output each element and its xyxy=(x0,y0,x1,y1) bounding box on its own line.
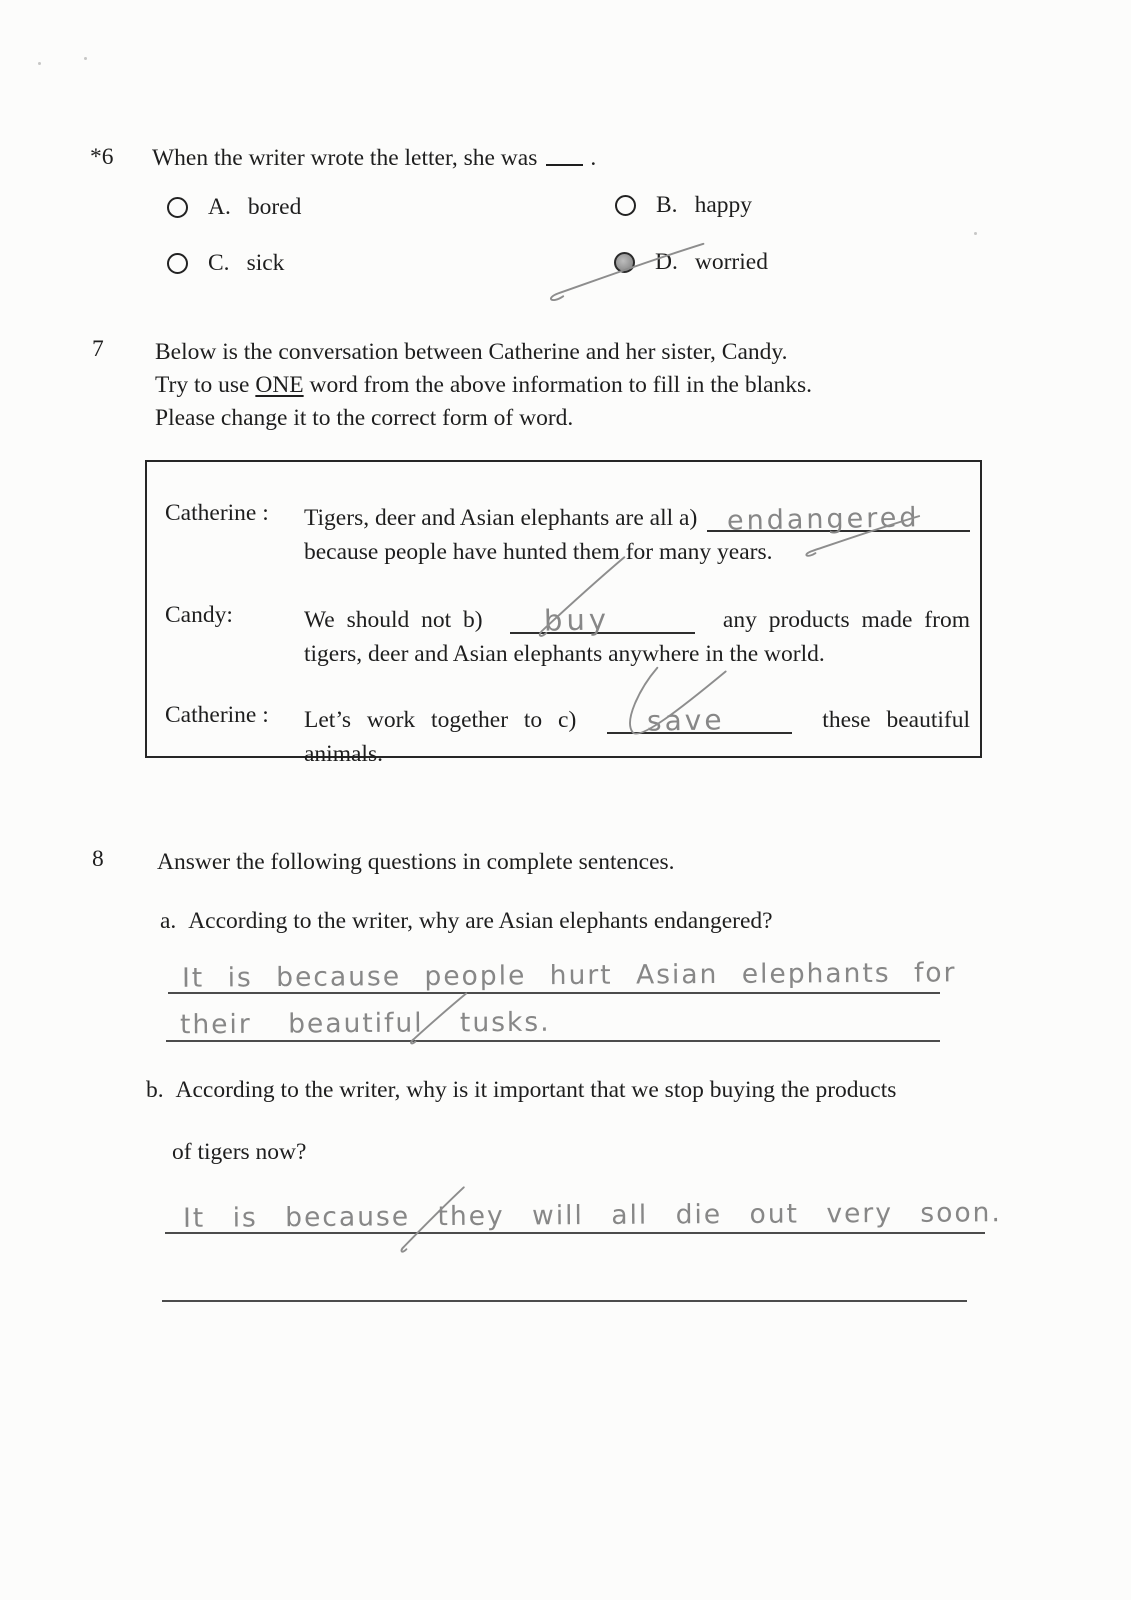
q7-line2-pre: Try to use xyxy=(155,372,256,398)
option-a[interactable] xyxy=(167,194,301,220)
speaker-name: Catherine : xyxy=(165,500,269,526)
handwritten-word-c: save xyxy=(646,703,725,738)
speaker-name: Candy: xyxy=(165,602,233,628)
q8a-question xyxy=(160,905,773,938)
fill-blank-b[interactable] xyxy=(510,602,695,638)
q7-line2-one-underlined: ONE xyxy=(255,372,304,398)
handwritten-word-a: endangered xyxy=(727,502,921,537)
speaker-name: Catherine : xyxy=(165,702,269,728)
dialog-text: because people have hunted them for many years. xyxy=(304,539,773,565)
q8b-question-line1 xyxy=(146,1074,896,1107)
question-6-text xyxy=(152,142,596,175)
conversation-box xyxy=(145,460,982,767)
q8b-question-line2: of tigers now? xyxy=(172,1139,307,1165)
option-b-label: happy xyxy=(694,191,752,218)
dialog-text: animals. xyxy=(304,741,383,767)
fill-blank-a[interactable] xyxy=(707,502,970,537)
dialog-text: these beautiful xyxy=(822,707,970,733)
option-d-letter: D. xyxy=(655,248,678,275)
q8a-label: a. xyxy=(160,908,177,934)
q7-instruction-line1: Below is the conversation between Catherine and her sister, Candy. xyxy=(155,339,788,365)
option-a-label: bored xyxy=(247,193,302,220)
q8a-question-text: According to the writer, why are Asian elephants endangered? xyxy=(188,908,773,934)
radio-circle-b[interactable] xyxy=(615,195,636,216)
q8b-label: b. xyxy=(146,1077,164,1103)
handwritten-word-b: buy xyxy=(543,602,611,638)
option-b-letter: B. xyxy=(656,191,678,218)
dialog-text: Let’s work together to c) xyxy=(304,707,577,733)
q7-line2-post: word from the above information to fill in the blanks. xyxy=(303,372,813,398)
option-d-label: worried xyxy=(694,248,768,275)
q7-instruction-line3: Please change it to the correct form of word. xyxy=(155,405,574,431)
q8a-answer-line-2[interactable] xyxy=(166,996,940,1042)
scan-speck xyxy=(84,57,87,60)
option-d-selected[interactable] xyxy=(614,249,768,275)
question-8-number: 8 xyxy=(92,846,104,872)
q8b-answer-line[interactable] xyxy=(165,1184,1002,1234)
option-b[interactable] xyxy=(615,192,752,218)
question-6-text-post: . xyxy=(590,145,597,171)
q8b-empty-answer-line[interactable] xyxy=(162,1300,967,1302)
option-c-letter: C. xyxy=(208,249,230,276)
option-a-letter: A. xyxy=(208,193,231,220)
option-c-label: sick xyxy=(246,249,285,276)
scan-speck xyxy=(38,62,41,65)
answer-blank-q6 xyxy=(546,160,583,166)
option-c[interactable] xyxy=(167,250,284,276)
fill-blank-c[interactable] xyxy=(607,703,792,738)
handwritten-answer-b: It is because they will all die out very soon. xyxy=(182,1197,1002,1234)
question-6-text-pre: When the writer wrote the letter, she was xyxy=(152,145,538,171)
q8a-answer-line-1[interactable] xyxy=(168,948,957,994)
radio-circle-d-filled[interactable] xyxy=(614,252,635,273)
handwritten-answer-a1: It is because people hurt Asian elephants for xyxy=(181,957,957,994)
scan-speck xyxy=(974,232,977,235)
dialog-text: We should not b) xyxy=(304,607,483,633)
q7-instruction-line2 xyxy=(155,369,812,402)
handwritten-answer-a2: their beautiful tusks. xyxy=(179,1006,551,1041)
dialog-text: Tigers, deer and Asian elephants are all a) xyxy=(304,505,698,531)
dialog-text: any products made from xyxy=(722,607,970,633)
q8b-question-text: According to the writer, why is it important that we stop buying the products xyxy=(175,1077,897,1103)
radio-circle-a[interactable] xyxy=(167,197,188,218)
radio-circle-c[interactable] xyxy=(167,253,188,274)
q8-heading: Answer the following questions in complete sentences. xyxy=(157,849,675,875)
question-6-number: *6 xyxy=(90,144,114,170)
dialog-text: tigers, deer and Asian elephants anywhere in the world. xyxy=(304,641,825,667)
question-7-number: 7 xyxy=(92,336,104,362)
